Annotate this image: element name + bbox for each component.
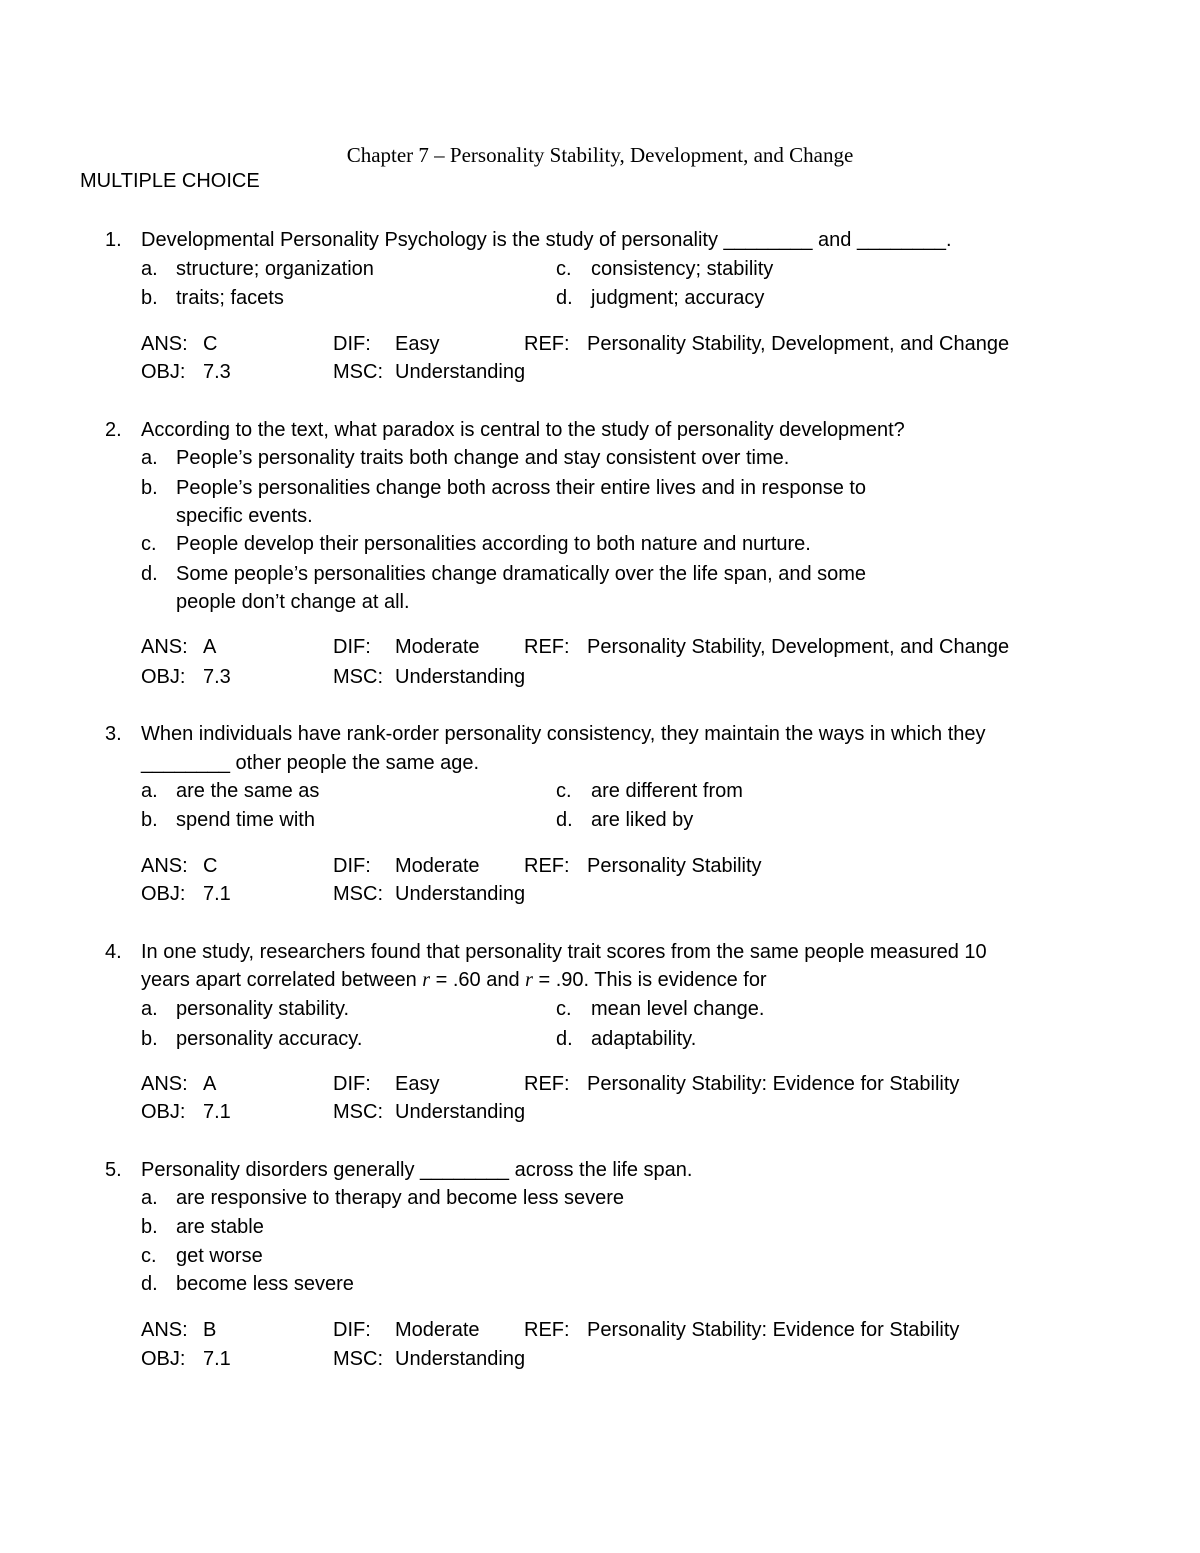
dif-label: DIF: [333, 1319, 371, 1341]
option-letter: d. [556, 809, 573, 831]
option-letter: b. [141, 477, 158, 499]
option-text: judgment; accuracy [591, 287, 765, 309]
option-text: are different from [591, 780, 743, 802]
ans-value: C [203, 855, 218, 877]
question-stem: According to the text, what paradox is central to the study of personality development? [141, 419, 905, 441]
option-letter: b. [141, 1216, 158, 1238]
option-letter: a. [141, 447, 158, 469]
stem-text: years apart correlated between [141, 969, 423, 991]
option-letter: c. [556, 258, 572, 280]
ref-value: Personality Stability: Evidence for Stability [587, 1073, 960, 1095]
dif-value: Moderate [395, 1319, 480, 1341]
option-text: People’s personality traits both change and stay consistent over time. [176, 447, 790, 469]
msc-label: MSC: [333, 361, 383, 383]
ans-label: ANS: [141, 333, 188, 355]
option-text: adaptability. [591, 1028, 697, 1050]
msc-value: Understanding [395, 1348, 526, 1370]
option-letter: c. [141, 1245, 157, 1267]
question-number: 3. [105, 723, 122, 745]
section-heading: MULTIPLE CHOICE [80, 170, 260, 192]
question-number: 5. [105, 1159, 122, 1181]
option-text: traits; facets [176, 287, 284, 309]
option-letter: c. [556, 998, 572, 1020]
option-text: are responsive to therapy and become less severe [176, 1187, 625, 1209]
question-stem: When individuals have rank-order personality consistency, they maintain the ways in which they [141, 723, 986, 745]
ref-label: REF: [524, 333, 570, 355]
ans-label: ANS: [141, 855, 188, 877]
dif-value: Easy [395, 333, 440, 355]
option-letter: b. [141, 287, 158, 309]
ans-value: C [203, 333, 218, 355]
dif-value: Easy [395, 1073, 440, 1095]
ans-value: B [203, 1319, 217, 1341]
option-text: mean level change. [591, 998, 765, 1020]
option-text-continued: specific events. [176, 505, 313, 527]
option-text: consistency; stability [591, 258, 774, 280]
option-letter: b. [141, 809, 158, 831]
option-text: are the same as [176, 780, 320, 802]
ref-value: Personality Stability [587, 855, 762, 877]
option-text: personality stability. [176, 998, 350, 1020]
obj-label: OBJ: [141, 361, 186, 383]
question-stem: Developmental Personality Psychology is the study of personality ________ and ________. [141, 229, 952, 251]
ans-value: A [203, 1073, 217, 1095]
question-number: 1. [105, 229, 122, 251]
option-letter: d. [556, 287, 573, 309]
option-letter: d. [556, 1028, 573, 1050]
option-text: get worse [176, 1245, 263, 1267]
option-text-continued: people don’t change at all. [176, 591, 410, 613]
obj-label: OBJ: [141, 666, 186, 688]
option-letter: d. [141, 563, 158, 585]
question-stem: In one study, researchers found that personality trait scores from the same people measured 10 [141, 941, 987, 963]
variable-r: r [525, 969, 533, 991]
option-text: are stable [176, 1216, 264, 1238]
variable-r: r [422, 969, 431, 991]
ref-label: REF: [524, 1073, 570, 1095]
msc-label: MSC: [333, 1101, 383, 1123]
option-text: spend time with [176, 809, 315, 831]
question-number: 4. [105, 941, 122, 963]
stem-text: = .60 and [430, 969, 526, 991]
ref-label: REF: [524, 636, 570, 658]
msc-label: MSC: [333, 1348, 383, 1370]
option-letter: d. [141, 1273, 158, 1295]
dif-label: DIF: [333, 333, 371, 355]
ref-label: REF: [524, 1319, 570, 1341]
obj-label: OBJ: [141, 1101, 186, 1123]
ref-value: Personality Stability, Development, and Change [587, 333, 1010, 355]
option-text: People develop their personalities according to both nature and nurture. [176, 533, 811, 555]
option-letter: b. [141, 1028, 158, 1050]
obj-value: 7.3 [203, 666, 231, 688]
dif-label: DIF: [333, 636, 371, 658]
option-text: are liked by [591, 809, 694, 831]
option-letter: c. [556, 780, 572, 802]
option-letter: a. [141, 1187, 158, 1209]
ans-label: ANS: [141, 636, 188, 658]
ans-label: ANS: [141, 1319, 188, 1341]
ref-value: Personality Stability: Evidence for Stability [587, 1319, 960, 1341]
option-text: structure; organization [176, 258, 374, 280]
option-letter: a. [141, 258, 158, 280]
obj-value: 7.1 [203, 1348, 231, 1370]
dif-label: DIF: [333, 855, 371, 877]
obj-value: 7.1 [203, 883, 231, 905]
msc-value: Understanding [395, 361, 526, 383]
option-letter: c. [141, 533, 157, 555]
msc-value: Understanding [395, 666, 526, 688]
question-stem-continued [141, 966, 767, 994]
ref-label: REF: [524, 855, 570, 877]
msc-value: Understanding [395, 1101, 526, 1123]
msc-label: MSC: [333, 666, 383, 688]
page-title: Chapter 7 – Personality Stability, Development, and Change [346, 143, 854, 167]
msc-label: MSC: [333, 883, 383, 905]
option-letter: a. [141, 998, 158, 1020]
obj-label: OBJ: [141, 883, 186, 905]
ans-value: A [203, 636, 217, 658]
option-text: People’s personalities change both across their entire lives and in response to [176, 477, 867, 499]
question-stem-continued: ________ other people the same age. [141, 752, 480, 774]
option-text: become less severe [176, 1273, 354, 1295]
option-letter: a. [141, 780, 158, 802]
question-number: 2. [105, 419, 122, 441]
msc-value: Understanding [395, 883, 526, 905]
dif-label: DIF: [333, 1073, 371, 1095]
option-text: personality accuracy. [176, 1028, 363, 1050]
dif-value: Moderate [395, 636, 480, 658]
obj-value: 7.3 [203, 361, 231, 383]
dif-value: Moderate [395, 855, 480, 877]
ans-label: ANS: [141, 1073, 188, 1095]
ref-value: Personality Stability, Development, and Change [587, 636, 1010, 658]
question-stem: Personality disorders generally ________ across the life span. [141, 1159, 693, 1181]
obj-value: 7.1 [203, 1101, 231, 1123]
stem-text: = .90. This is evidence for [532, 969, 767, 991]
option-text: Some people’s personalities change dramatically over the life span, and some [176, 563, 867, 585]
obj-label: OBJ: [141, 1348, 186, 1370]
